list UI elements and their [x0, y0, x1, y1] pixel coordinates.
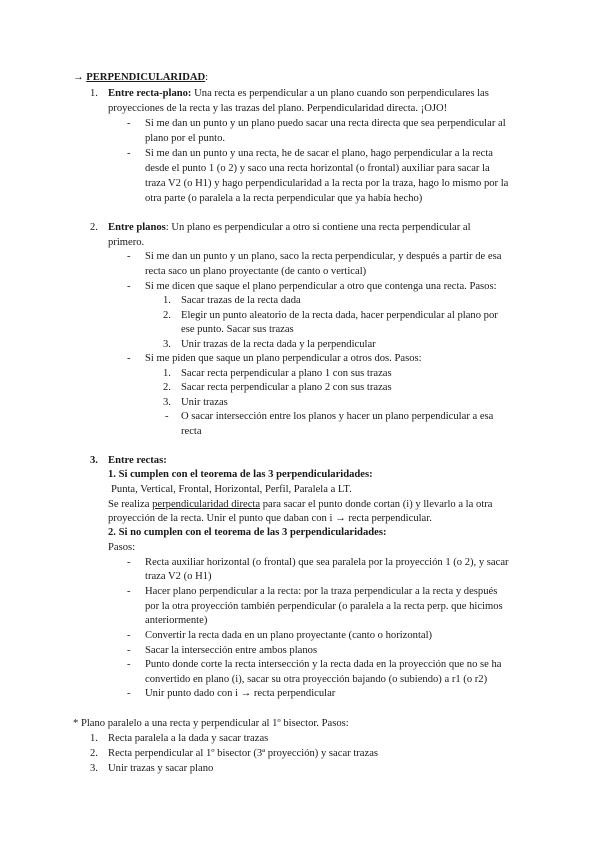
step-line: Unir trazas de la recta dada y la perpendicular [181, 339, 376, 350]
item-number: 2. [90, 222, 98, 233]
bullet-line: Punto donde corte la recta intersección y la recta dada en la proyección que no se ha [145, 659, 502, 670]
dash-bullet-icon: - [127, 630, 131, 641]
step-line: Recta paralela a la dada y sacar trazas [108, 733, 269, 744]
step-line: Sacar recta perpendicular a plano 1 con sus trazas [181, 368, 392, 379]
item-number: 1. [90, 88, 98, 99]
dash-bullet-icon: - [127, 251, 131, 262]
step-line: Unir trazas y sacar plano [108, 763, 214, 774]
subsection-heading: 2. Si no cumplen con el teorema de las 3 perpendicularidades: [108, 527, 387, 538]
bullet-line: Si me dan un punto y un plano puedo sacar una recta directa que sea perpendicular al [145, 118, 506, 129]
step-line: Elegir un punto aleatorio de la recta dada, hacer perpendicular al plano por [181, 310, 498, 321]
dash-bullet-icon: - [165, 411, 169, 422]
step-line: ese punto. Sacar sus trazas [181, 324, 294, 335]
bullet-line: Si me piden que saque un plano perpendicular a otros dos. Pasos: [145, 353, 422, 364]
step-number: 2. [163, 310, 171, 321]
paragraph-line: Entre planos: Un plano es perpendicular a otro si contiene una recta perpendicular al [108, 222, 471, 233]
bullet-line: por la otra proyección también perpendicular (o paralela a la recta perp. que hicimos [145, 601, 503, 612]
bullet-line: Si me dan un punto y un plano, saco la recta perpendicular, y después a partir de esa [145, 251, 502, 262]
step-line: O sacar intersección entre los planos y hacer un plano perpendicular a esa [181, 411, 494, 422]
dash-bullet-icon: - [127, 353, 131, 364]
step-line: Unir trazas [181, 397, 228, 408]
paragraph-line: Se realiza perpendicularidad directa para sacar el punto donde cortan (i) y llevarlo a la otra [108, 499, 493, 510]
paragraph-line: Entre recta-plano: Una recta es perpendicular a un plano cuando son perpendiculares las [108, 88, 489, 99]
step-number: 3. [163, 397, 171, 408]
paragraph-line: Pasos: [108, 542, 136, 553]
paragraph-line: Punta, Vertical, Frontal, Horizontal, Perfil, Paralela a LT. [111, 484, 352, 495]
step-number: 1. [90, 733, 98, 744]
bullet-line: desde el punto 1 (o 2) y saco una recta horizontal (o frontal) auxiliar para sacar la [145, 163, 490, 174]
paragraph-line: proyección de la recta. Unir el punto que daban con i → recta perpendicular. [108, 513, 432, 524]
title-text: PERPENDICULARIDAD [86, 72, 206, 83]
step-number: 3. [90, 763, 98, 774]
step-number: 1. [163, 368, 171, 379]
subsection-heading: 1. Si cumplen con el teorema de las 3 perpendicularidades: [108, 469, 373, 480]
step-number: 3. [163, 339, 171, 350]
bullet-line: traza V2 (o H1) y hago perpendicularidad a la recta por la traza, hago lo mismo por la [145, 178, 509, 189]
bullet-line: convertido en plano (i), sacar su otra proyección bajando (o subiendo) a r1 (o r2) [145, 674, 488, 685]
section-title: → PERPENDICULARIDAD: [73, 72, 209, 83]
bullet-line: Sacar la intersección entre ambos planos [145, 645, 318, 656]
bullet-line: anteriormente) [145, 615, 208, 626]
dash-bullet-icon: - [127, 659, 131, 670]
right-arrow-icon: → [73, 72, 84, 83]
step-number: 2. [90, 748, 98, 759]
dash-bullet-icon: - [127, 557, 131, 568]
paragraph-line: proyecciones de la recta y las trazas del plano. Perpendicularidad directa. ¡OJO! [108, 103, 448, 114]
bullet-line: Hacer plano perpendicular a la recta: por la traza perpendicular a la recta y después [145, 586, 498, 597]
bullet-line: Recta auxiliar horizontal (o frontal) que sea paralela por la proyección 1 (o 2), y sacar [145, 557, 509, 568]
step-number: 2. [163, 382, 171, 393]
bullet-line: Convertir la recta dada en un plano proyectante (canto o horizontal) [145, 630, 433, 641]
bullet-line: otra parte (o paralela a la recta perpendicular que ya había hecho) [145, 193, 423, 204]
section-heading: Entre rectas: [108, 455, 167, 466]
dash-bullet-icon: - [127, 688, 131, 699]
step-line: Recta perpendicular al 1º bisector (3ª proyección) y sacar trazas [108, 748, 379, 759]
bullet-line: Si me dan un punto y una recta, he de sacar el plano, hago perpendicular a la recta [145, 148, 493, 159]
dash-bullet-icon: - [127, 118, 131, 129]
paragraph-line: primero. [108, 237, 145, 248]
bullet-line: traza V2 (o H1) [145, 571, 212, 582]
bullet-line: Unir punto dado con i → recta perpendicular [145, 688, 336, 699]
note-intro: * Plano paralelo a una recta y perpendicular al 1º bisector. Pasos: [73, 718, 349, 729]
step-line: recta [181, 426, 202, 437]
bullet-line: plano por el punto. [145, 133, 226, 144]
step-number: 1. [163, 295, 171, 306]
step-line: Sacar trazas de la recta dada [181, 295, 301, 306]
bullet-line: recta saco un plano proyectante (de canto o vertical) [145, 266, 367, 277]
dash-bullet-icon: - [127, 148, 131, 159]
dash-bullet-icon: - [127, 645, 131, 656]
bullet-line: Si me dicen que saque el plano perpendicular a otro que contenga una recta. Pasos: [145, 281, 497, 292]
step-line: Sacar recta perpendicular a plano 2 con sus trazas [181, 382, 392, 393]
dash-bullet-icon: - [127, 586, 131, 597]
item-number: 3. [90, 455, 98, 466]
dash-bullet-icon: - [127, 281, 131, 292]
